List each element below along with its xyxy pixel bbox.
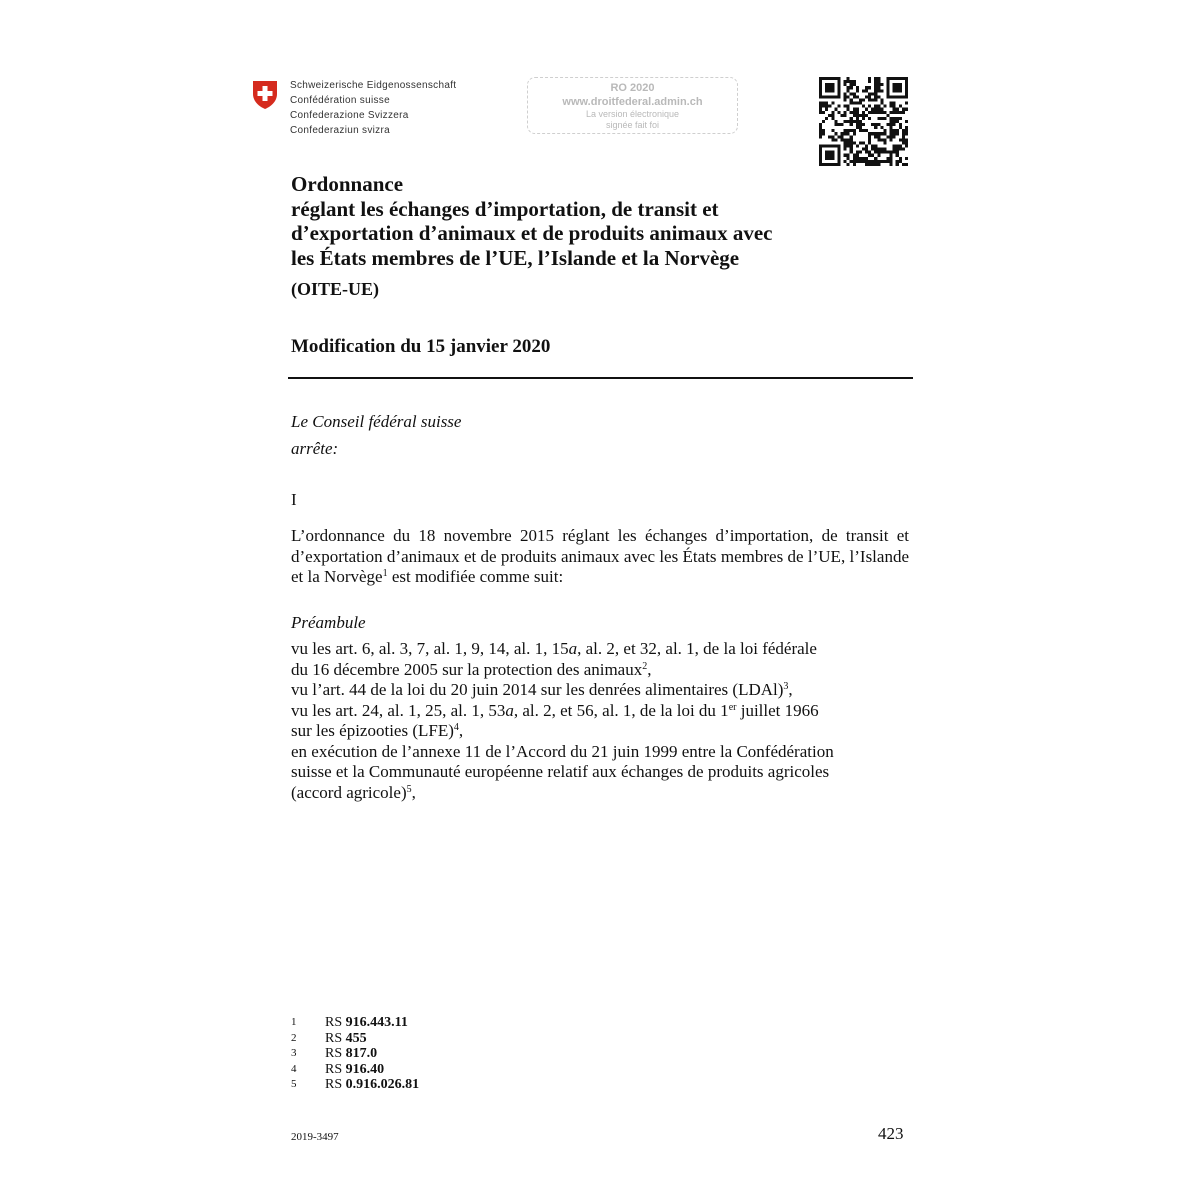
qr-code-icon [819, 77, 908, 166]
confederation-name-fr: Confédération suisse [290, 95, 390, 106]
page-number: 423 [878, 1124, 904, 1143]
amendment-paragraph [291, 526, 909, 588]
title-line-2: réglant les échanges d’importation, de transit et [291, 196, 719, 221]
section-number: I [291, 490, 297, 509]
footnote: 2 RS 455 [291, 1030, 367, 1046]
title-line-4: les États membres de l’UE, l’Islande et la Norvège [291, 245, 740, 270]
footnote: 5 RS 0.916.026.81 [291, 1077, 420, 1092]
preamble-line: en exécution de l’annexe 11 de l’Accord du 21 juin 1999 entre la Confédération [291, 741, 834, 761]
confederation-name-it: Confederazione Svizzera [290, 110, 409, 121]
modification-date: Modification du 15 janvier 2020 [291, 336, 551, 357]
intro-decrees: arrête: [291, 439, 339, 458]
preamble-line: sur les épizooties (LFE)$^4$, [291, 721, 464, 740]
stamp-url: www.droitfederal.admin.ch [562, 96, 703, 108]
preamble-line: vu les art. 24, al. 1, 25, al. 1, 53a, al. 2, et 56, al. 1, de la loi du 1er juillet 1966 [291, 700, 819, 720]
stamp-note-2: signée fait foi [605, 120, 660, 130]
swiss-coat-of-arms-icon [252, 80, 278, 110]
preamble-heading: Préambule [291, 613, 366, 632]
title-abbreviation: (OITE-UE) [291, 279, 380, 299]
intro-block [291, 408, 461, 462]
document-title [291, 172, 911, 270]
preamble-line: vu l’art. 44 de la loi du 20 juin 2014 sur les denrées alimentaires (LDAl)$^3$, [291, 680, 793, 699]
title-line-1: Ordonnance [291, 172, 404, 196]
intro-council: Le Conseil fédéral suisse [291, 412, 462, 431]
footnote-ref-1: 1 [382, 568, 388, 579]
confederation-name-de: Schweizerische Eidgenossenschaft [290, 80, 457, 91]
stamp-ro: RO 2020 [610, 82, 655, 94]
preamble-line: du 16 décembre 2005 sur la protection des animaux$^2$, [291, 659, 652, 679]
preamble-line: suisse et la Communauté européenne relatif aux échanges de produits agricoles [291, 762, 830, 781]
confederation-name-rm: Confederaziun svizra [290, 125, 390, 136]
footnote: 4 RS 916.40 [291, 1061, 385, 1077]
footnote: 1 RS 916.443.11 [291, 1015, 408, 1030]
footnote-ref-4: 4 [453, 722, 459, 733]
preamble-line: (accord agricole)$^5$, [291, 782, 416, 802]
title-line-3: d’exportation d’animaux et de produits animaux avec [291, 221, 773, 245]
stamp-note-1: La version électronique [585, 109, 680, 119]
preamble-text [291, 639, 891, 803]
footnote-ref-5: 5 [406, 783, 412, 795]
footnotes [291, 1015, 419, 1093]
confederation-names [290, 78, 456, 138]
paragraph-text: L’ordonnance du 18 novembre 2015 réglant les échanges d’importation, de transit et d’exportation d’animaux et de produits animaux avec les États membres de l’UE, l’Islande et la Norvège [291, 526, 909, 586]
separator-rule [288, 377, 913, 379]
paragraph-text-end: est modifiée comme suit: [387, 567, 564, 586]
footnote: 3 RS 817.0 [291, 1046, 378, 1061]
footnote-ref-2: 2 [642, 660, 648, 672]
preamble-line: vu les art. 6, al. 3, 7, al. 1, 9, 14, al. 1, 15a, al. 2, et 32, al. 1, de la loi fédérale [291, 639, 817, 658]
document-number: 2019-3497 [291, 1131, 339, 1143]
footnote-ref-3: 3 [783, 681, 789, 692]
electronic-version-stamp [527, 77, 738, 134]
